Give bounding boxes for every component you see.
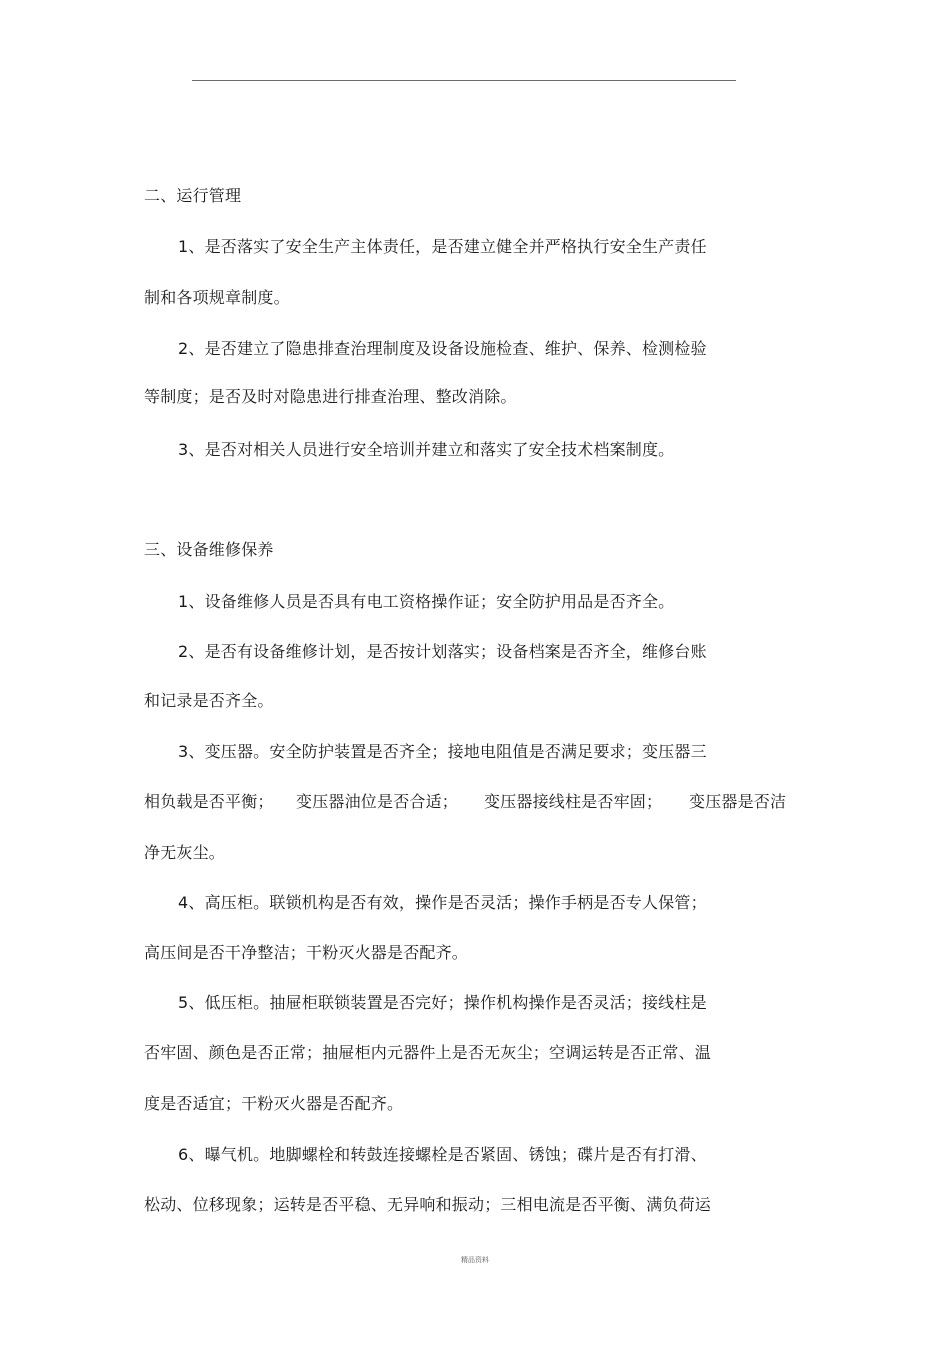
text-segment: 变压器油位是否合适； — [296, 792, 459, 811]
paragraph-line: 制和各项规章制度。 — [144, 288, 290, 307]
paragraph-line: 净无灰尘。 — [144, 843, 226, 862]
page-footer: 精品资料 — [461, 1256, 489, 1264]
paragraph-line: 度是否适宜；干粉灭火器是否配齐。 — [144, 1094, 404, 1113]
paragraph-line-spaced — [144, 792, 786, 812]
header-rule — [192, 80, 736, 81]
section-heading: 二、运行管理 — [144, 186, 242, 205]
paragraph-line: 等制度；是否及时对隐患进行排查治理、整改消除。 — [144, 387, 517, 406]
text-segment: 相负载是否平衡； — [144, 792, 274, 811]
paragraph-line: 1、是否落实了安全生产主体责任，是否建立健全并严格执行安全生产责任 — [178, 237, 707, 256]
section-heading: 三、设备维修保养 — [144, 540, 274, 559]
paragraph-line: 5、低压柜。抽屉柜联锁装置是否完好；操作机构操作是否灵活；接线柱是 — [178, 993, 707, 1012]
paragraph-line: 松动、位移现象；运转是否平稳、无异响和振动；三相电流是否平衡、满负荷运 — [144, 1195, 712, 1214]
paragraph-line: 1、设备维修人员是否具有电工资格操作证；安全防护用品是否齐全。 — [178, 592, 675, 611]
paragraph-line: 3、是否对相关人员进行安全培训并建立和落实了安全技术档案制度。 — [178, 440, 675, 459]
paragraph-line: 和记录是否齐全。 — [144, 691, 274, 710]
paragraph-line: 否牢固、颜色是否正常；抽屉柜内元器件上是否无灰尘；空调运转是否正常、温 — [144, 1043, 712, 1062]
paragraph-line: 2、是否建立了隐患排查治理制度及设备设施检查、维护、保养、检测检验 — [178, 339, 707, 358]
paragraph-line: 4、高压柜。联锁机构是否有效，操作是否灵活；操作手柄是否专人保管； — [178, 893, 707, 912]
text-segment: 变压器是否洁 — [689, 792, 787, 811]
paragraph-line: 3、变压器。安全防护装置是否齐全；接地电阻值是否满足要求；变压器三 — [178, 742, 707, 761]
paragraph-line: 高压间是否干净整洁；干粉灭火器是否配齐。 — [144, 943, 469, 962]
paragraph-line: 2、是否有设备维修计划，是否按计划落实；设备档案是否齐全，维修台账 — [178, 642, 707, 661]
paragraph-line: 6、曝气机。地脚螺栓和转鼓连接螺栓是否紧固、锈蚀；碟片是否有打滑、 — [178, 1145, 707, 1164]
text-segment: 变压器接线柱是否牢固； — [484, 792, 663, 811]
